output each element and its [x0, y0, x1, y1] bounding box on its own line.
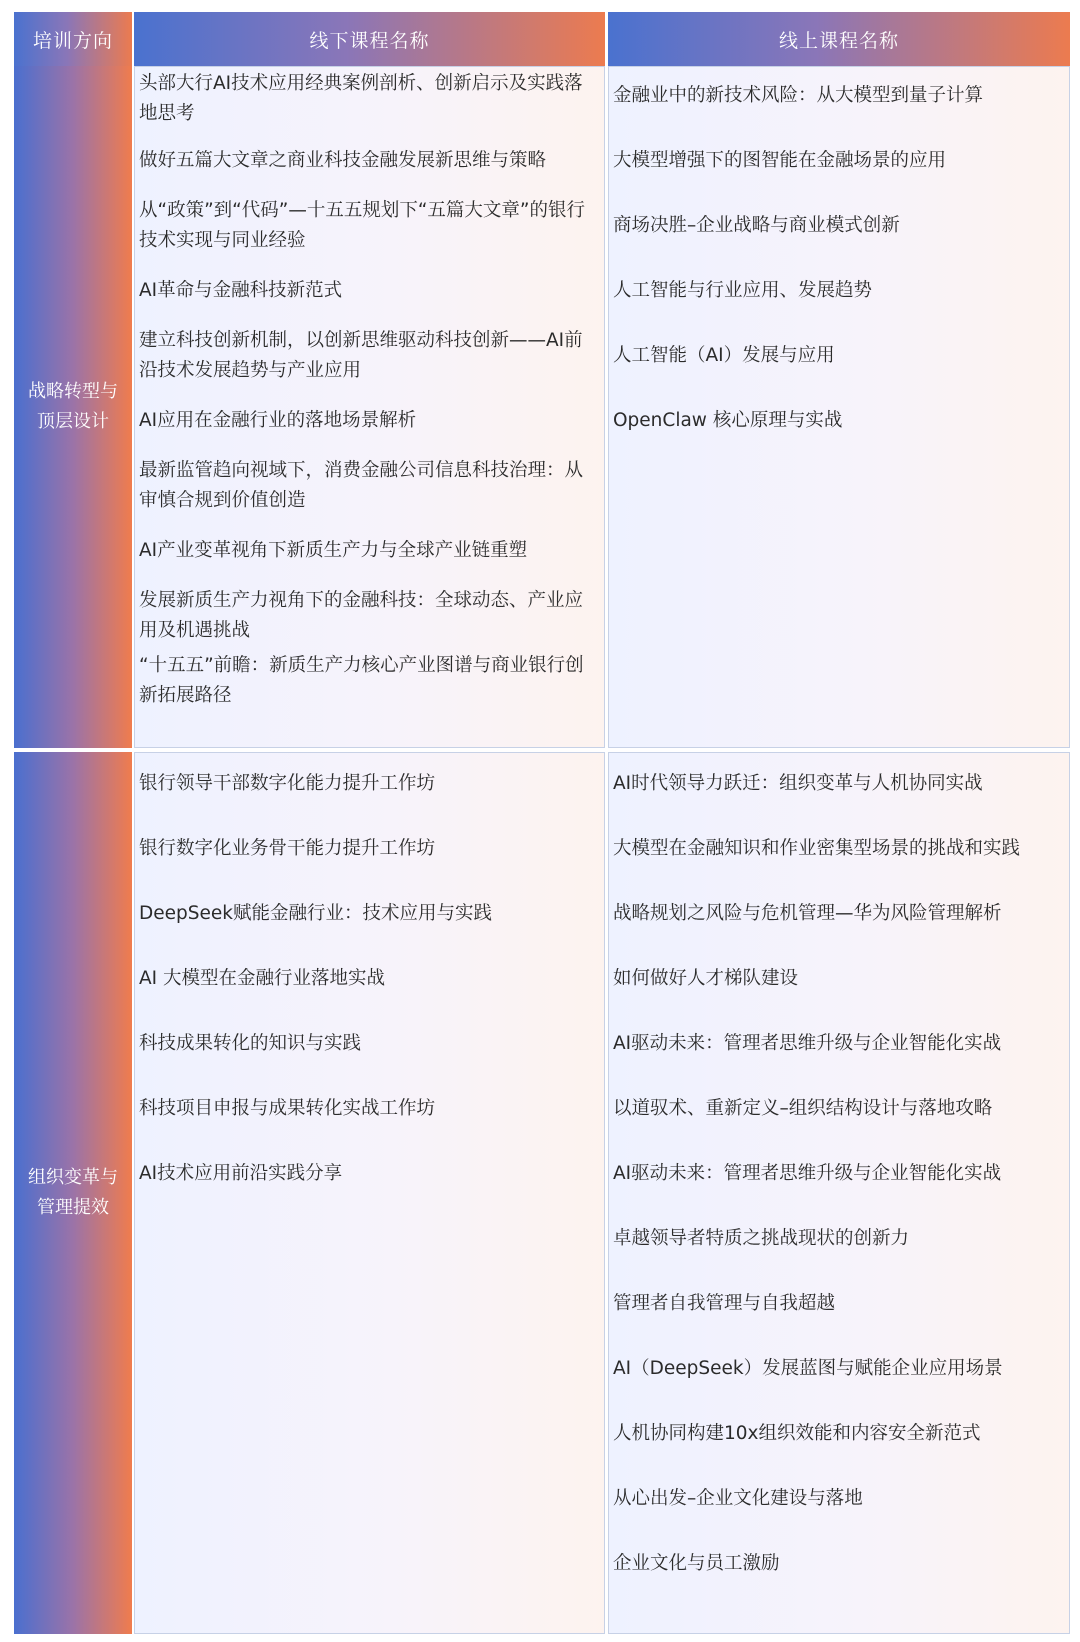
course-item: AI 大模型在金融行业落地实战 [139, 968, 385, 989]
course-item: 人工智能与行业应用、发展趋势 [613, 280, 873, 301]
course-item: AI技术应用前沿实践分享 [139, 1163, 343, 1184]
course-item: 以道驭术、重新定义–组织结构设计与落地攻略 [613, 1098, 993, 1119]
course-item: 如何做好人才梯队建设 [613, 968, 799, 989]
course-item: AI产业变革视角下新质生产力与全球产业链重塑 [139, 540, 528, 561]
course-item: 做好五篇大文章之商业科技金融发展新思维与策略 [139, 150, 547, 171]
course-item: 金融业中的新技术风险：从大模型到量子计算 [613, 85, 984, 106]
course-item: 头部大行AI技术应用经典案例剖析、创新启示及实践落地思考 [139, 73, 583, 124]
online-course-list [608, 66, 1070, 748]
course-item: 建立科技创新机制，以创新思维驱动科技创新——AI前沿技术发展趋势与产业应用 [139, 330, 583, 381]
course-item: 大模型在金融知识和作业密集型场景的挑战和实践 [613, 838, 1021, 859]
course-item: 科技项目申报与成果转化实战工作坊 [139, 1098, 436, 1119]
header-online: 线上课程名称 [608, 12, 1070, 66]
course-item: 最新监管趋向视域下，消费金融公司信息科技治理：从审慎合规到价值创造 [139, 460, 584, 511]
course-item: 发展新质生产力视角下的金融科技：全球动态、产业应用及机遇挑战 [139, 590, 584, 641]
category-label: 战略转型与顶层设计 [28, 381, 118, 432]
course-item: AI驱动未来：管理者思维升级与企业智能化实战 [613, 1033, 1002, 1054]
offline-course-list [134, 66, 605, 748]
category-cell [14, 66, 132, 748]
course-item: 卓越领导者特质之挑战现状的创新力 [613, 1228, 910, 1249]
course-item: 银行数字化业务骨干能力提升工作坊 [139, 838, 436, 859]
course-item: 企业文化与员工激励 [613, 1553, 780, 1574]
course-item: AI时代领导力跃迁：组织变革与人机协同实战 [613, 773, 983, 794]
online-course-list [608, 752, 1070, 1634]
header-offline: 线下课程名称 [134, 12, 605, 66]
course-item: 人机协同构建10x组织效能和内容安全新范式 [613, 1423, 981, 1444]
course-item: OpenClaw 核心原理与实战 [613, 410, 843, 431]
category-cell [14, 752, 132, 1634]
offline-course-list [134, 752, 605, 1634]
course-item: 大模型增强下的图智能在金融场景的应用 [613, 150, 947, 171]
course-item: 战略规划之风险与危机管理—华为风险管理解析 [613, 903, 1002, 924]
course-item: AI应用在金融行业的落地场景解析 [139, 410, 417, 431]
course-item: 人工智能（AI）发展与应用 [613, 345, 835, 366]
course-item: 从“政策”到“代码”—十五五规划下“五篇大文章”的银行技术实现与同业经验 [139, 200, 586, 251]
course-item: AI（DeepSeek）发展蓝图与赋能企业应用场景 [613, 1358, 1003, 1379]
category-label: 组织变革与管理提效 [28, 1167, 118, 1218]
course-item: DeepSeek赋能金融行业：技术应用与实践 [139, 903, 492, 924]
course-item: 商场决胜–企业战略与商业模式创新 [613, 215, 900, 236]
header-direction: 培训方向 [14, 12, 132, 66]
course-item: 银行领导干部数字化能力提升工作坊 [139, 773, 436, 794]
course-item: AI驱动未来：管理者思维升级与企业智能化实战 [613, 1163, 1002, 1184]
course-item: 管理者自我管理与自我超越 [613, 1293, 836, 1314]
course-item: AI革命与金融科技新范式 [139, 280, 343, 301]
course-item: 科技成果转化的知识与实践 [139, 1033, 362, 1054]
course-item: 从心出发–企业文化建设与落地 [613, 1488, 863, 1509]
course-item: “十五五”前瞻：新质生产力核心产业图谱与商业银行创新拓展路径 [139, 655, 584, 706]
